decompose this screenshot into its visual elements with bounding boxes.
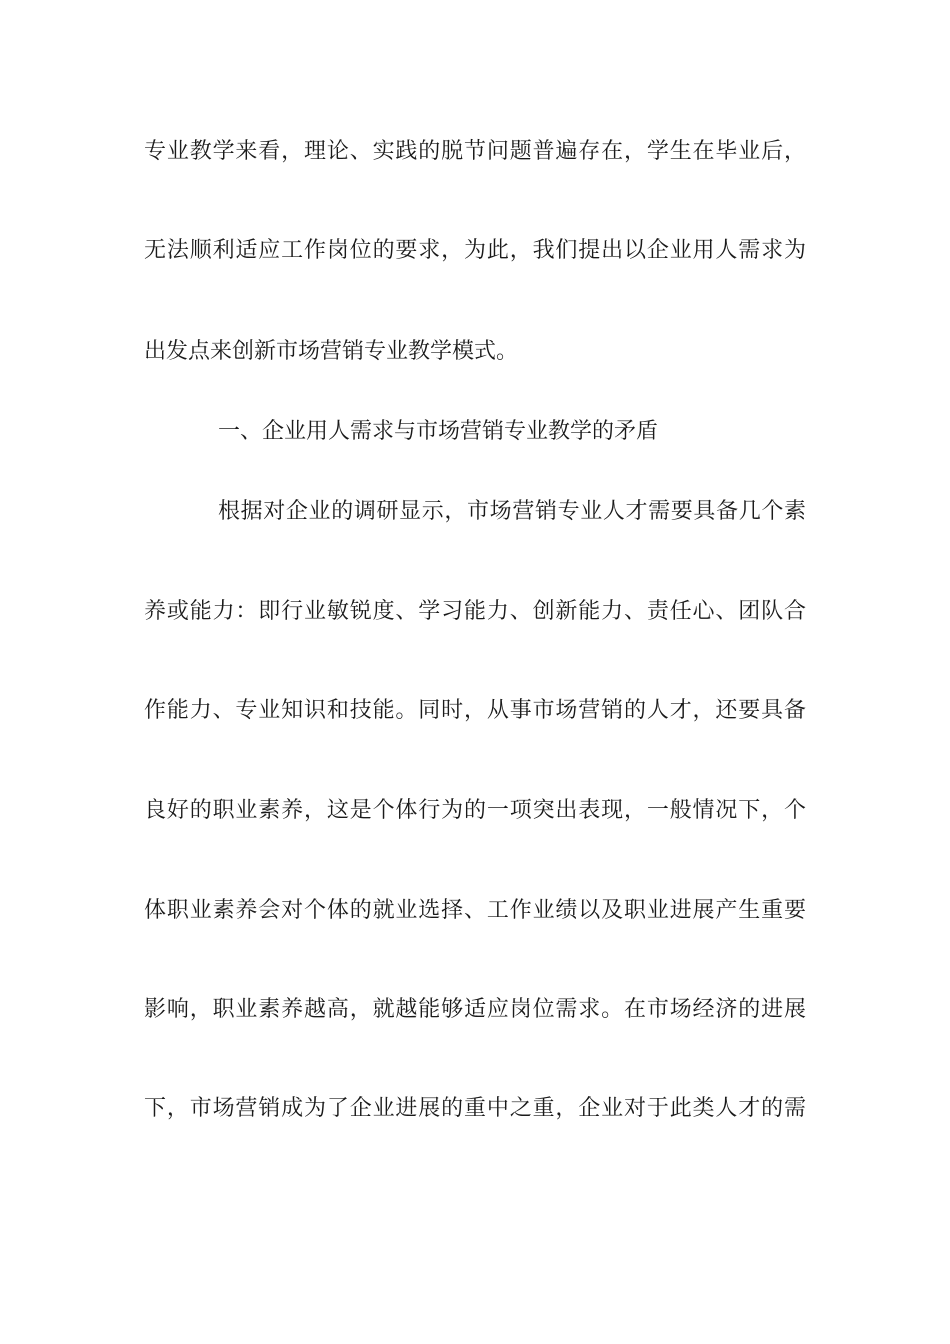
paragraph-line: 无法顺利适应工作岗位的要求，为此，我们提出以企业用人需求为 — [144, 238, 806, 263]
paragraph-line: 良好的职业素养，这是个体行为的一项突出表现，一般情况下，个 — [144, 798, 806, 823]
paragraph-line: 影响，职业素养越高，就越能够适应岗位需求。在市场经济的进展 — [144, 997, 806, 1022]
section-heading: 一、企业用人需求与市场营销专业教学的矛盾 — [218, 419, 659, 444]
paragraph-line: 体职业素养会对个体的就业选择、工作业绩以及职业进展产生重要 — [144, 898, 806, 923]
paragraph-line: 养或能力：即行业敏锐度、学习能力、创新能力、责任心、团队合 — [144, 599, 806, 624]
paragraph-line: 出发点来创新市场营销专业教学模式。 — [144, 339, 519, 364]
paragraph-line: 作能力、专业知识和技能。同时，从事市场营销的人才，还要具备 — [144, 698, 806, 723]
paragraph-line: 专业教学来看，理论、实践的脱节问题普遍存在，学生在毕业后， — [144, 139, 806, 164]
paragraph-line: 根据对企业的调研显示，市场营销专业人才需要具备几个素 — [218, 499, 806, 524]
paragraph-line: 下，市场营销成为了企业进展的重中之重，企业对于此类人才的需 — [144, 1096, 806, 1121]
